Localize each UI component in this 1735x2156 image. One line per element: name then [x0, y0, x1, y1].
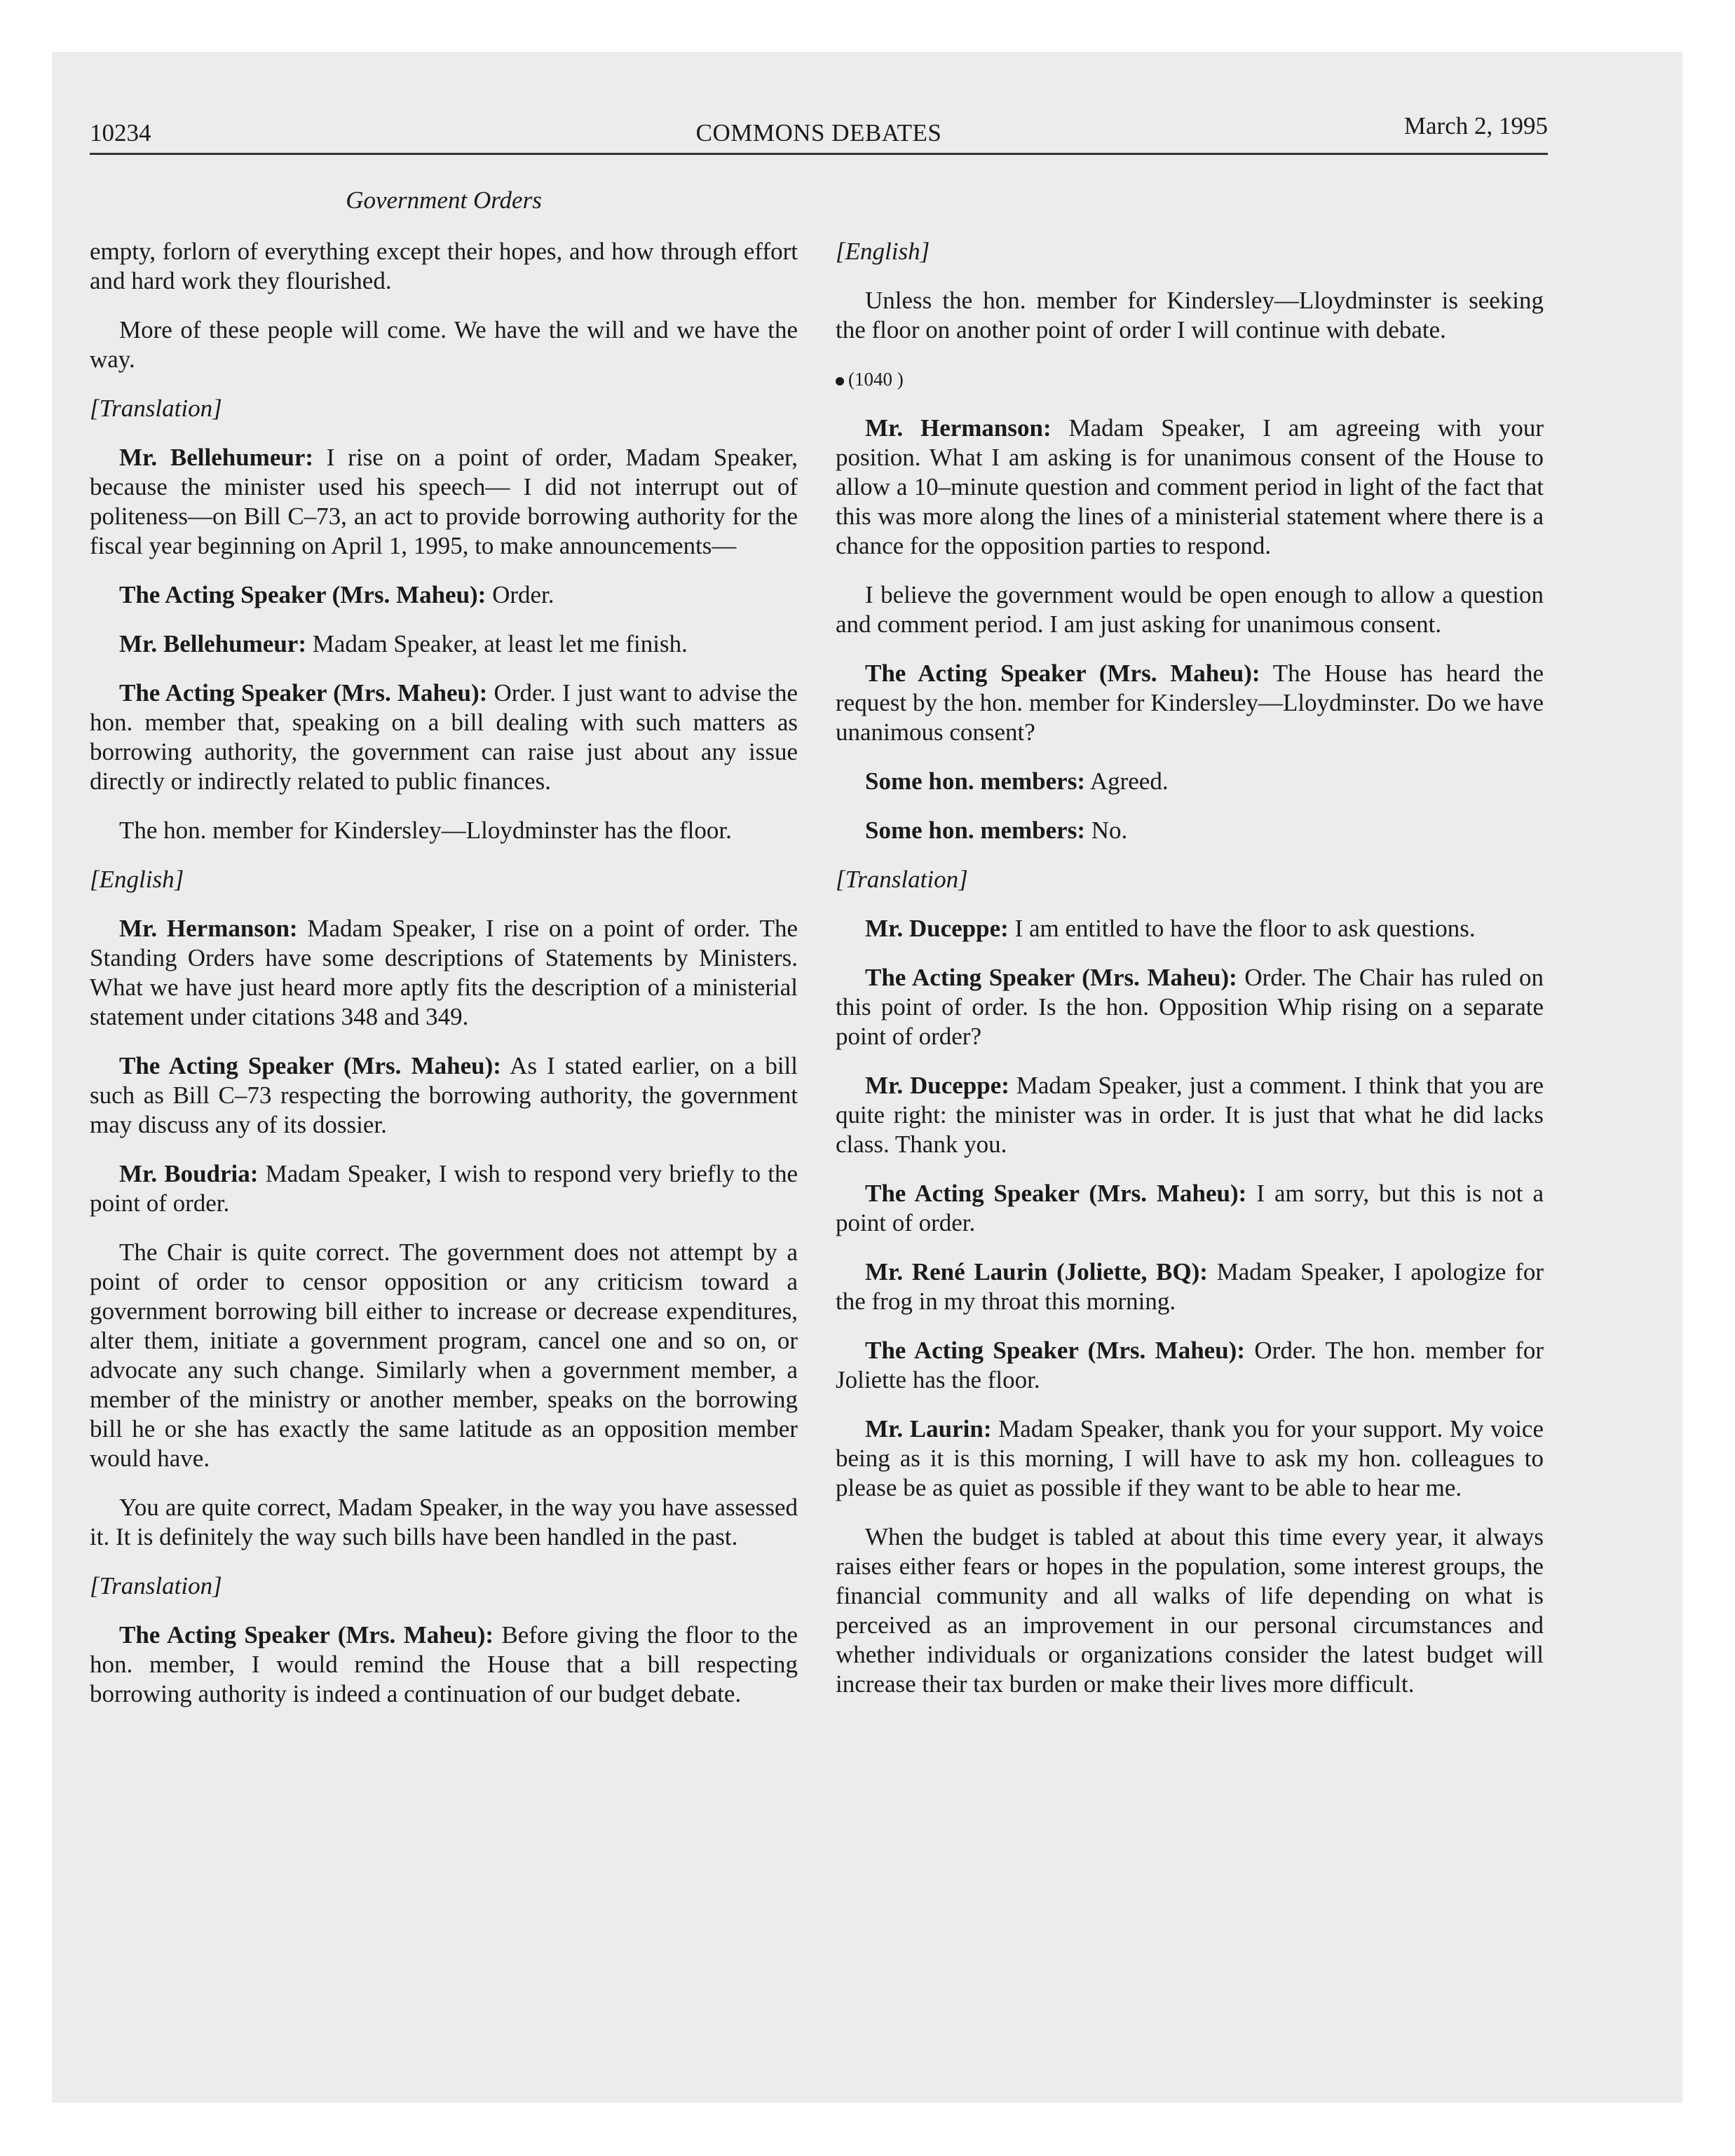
speech-text: Agreed. [1085, 767, 1169, 795]
body-paragraph: The Chair is quite correct. The government does not attempt by a point of order to censor opposition or any criticism toward a government borrowing bill either to increase or decrease expenditures, alter them, initiate a government program, cancel one and so on, or advocate any such change. Similarly when a government member, a member of the ministry or another member, speaks on the borrowing bill he or she has exactly the same latitude as an opposition member would have. [90, 1239, 798, 1472]
body-paragraph: More of these people will come. We have the will and we have the way. [90, 316, 798, 373]
speech-paragraph [836, 1071, 1544, 1159]
speech-text: The House has heard the request by the hon. member for Kindersley—Lloydminster. Do we have unanimous consent? [836, 660, 1544, 746]
speaker-name: Some hon. members: [865, 817, 1085, 844]
language-tag: [Translation] [90, 1572, 222, 1599]
speaker-name: The Acting Speaker (Mrs. Maheu): [865, 1337, 1245, 1364]
speech-text: Order. The Chair has ruled on this point of order. Is the hon. Opposition Whip rising on a separate point of order? [836, 964, 1544, 1050]
body-paragraph: You are quite correct, Madam Speaker, in the way you have assessed it. It is definitely the way such bills have been handled in the past. [90, 1494, 798, 1550]
speech-paragraph [90, 580, 798, 610]
language-tag: [Translation] [836, 866, 968, 893]
body-paragraph: The hon. member for Kindersley—Lloydminster has the floor. [119, 817, 732, 844]
speaker-name: Mr. Duceppe: [865, 915, 1009, 942]
body-paragraph: empty, forlorn of everything except their hopes, and how through effort and hard work they flourished. [90, 238, 798, 294]
speaker-name: Mr. Laurin: [865, 1415, 992, 1442]
time-marker-text: (1040 ) [848, 369, 904, 390]
speaker-name: The Acting Speaker (Mrs. Maheu): [119, 1621, 494, 1649]
speaker-name: Mr. Boudria: [119, 1160, 259, 1187]
speaker-name: Mr. Bellehumeur: [119, 630, 306, 657]
speech-paragraph [90, 1051, 798, 1140]
speech-paragraph [836, 1336, 1544, 1395]
speech-text: As I stated earlier, on a bill such as Bill C–73 respecting the borrowing authority, the government may discuss any of its dossier. [90, 1052, 798, 1138]
speaker-name: The Acting Speaker (Mrs. Maheu): [865, 964, 1237, 991]
speech-paragraph [836, 1257, 1544, 1316]
speaker-name: The Acting Speaker (Mrs. Maheu): [119, 679, 488, 707]
page-header [90, 112, 1548, 155]
language-tag: [English] [836, 238, 930, 265]
speaker-name: Mr. René Laurin (Joliette, BQ): [865, 1258, 1208, 1285]
speech-paragraph [836, 1414, 1544, 1503]
speech-text: Madam Speaker, I rise on a point of order. The Standing Orders have some descriptions of Statements by Ministers. What we have just heard more aptly fits the description of a ministerial statement under citations 348 and 349. [90, 915, 798, 1030]
speaker-name: Some hon. members: [865, 767, 1085, 795]
section-title: Government Orders [346, 186, 542, 214]
speech-text: I am sorry, but this is not a point of order. [836, 1180, 1544, 1236]
speech-text: Madam Speaker, thank you for your support. My voice being as it is this morning, I will have to ask my hon. colleagues to please be as quiet as possible if they want to be able to hear me. [836, 1415, 1544, 1501]
speech-paragraph [836, 1179, 1544, 1238]
speech-paragraph [90, 443, 798, 561]
speech-paragraph [836, 659, 1544, 747]
speaker-name: The Acting Speaker (Mrs. Maheu): [865, 660, 1260, 687]
speech-text: No. [1085, 817, 1128, 844]
speech-text: Before giving the floor to the hon. member, I would remind the House that a bill respecting borrowing authority is indeed a continuation of our budget debate. [90, 1621, 798, 1707]
bullet-icon [836, 377, 844, 386]
speech-text: I am entitled to have the floor to ask questions. [1008, 915, 1476, 942]
speaker-name: The Acting Speaker (Mrs. Maheu): [119, 1052, 501, 1079]
speech-text: Order. I just want to advise the hon. member that, speaking on a bill dealing with such matters as borrowing authority, the government can raise just about any issue directly or indirectly related to public finances. [90, 679, 798, 795]
speech-text: Order. [486, 581, 554, 608]
speech-paragraph [836, 767, 1544, 796]
speech-paragraph [90, 1159, 798, 1218]
language-tag: [Translation] [90, 395, 222, 422]
speech-paragraph [90, 1621, 798, 1709]
body-paragraph: When the budget is tabled at about this time every year, it always raises either fears or hopes in the population, some interest groups, the financial community and all walks of life depending on what is perceived as an improvement in our personal circumstances and whether individuals or organizations consider the latest budget will increase their tax burden or make their lives more difficult. [836, 1523, 1544, 1698]
publication-title: COMMONS DEBATES [695, 119, 942, 146]
right-column [836, 237, 1544, 1719]
page-number: 10234 [90, 119, 151, 146]
body-paragraph: Unless the hon. member for Kindersley—Lloydminster is seeking the floor on another point of order I will continue with debate. [836, 287, 1544, 343]
page-date: March 2, 1995 [1403, 112, 1548, 139]
speech-paragraph [836, 414, 1544, 561]
speech-paragraph [90, 914, 798, 1032]
speech-text: Madam Speaker, just a comment. I think that you are quite right: the minister was in order. It is just that what he did lacks class. Thank you. [836, 1072, 1544, 1158]
left-column [90, 237, 798, 1728]
speaker-name: Mr. Hermanson: [119, 915, 298, 942]
speech-paragraph [836, 816, 1544, 845]
speech-text: Madam Speaker, I apologize for the frog in my throat this morning. [836, 1258, 1544, 1315]
speaker-name: Mr. Hermanson: [865, 414, 1052, 442]
speech-text: Order. The hon. member for Joliette has the floor. [836, 1337, 1544, 1393]
speaker-name: The Acting Speaker (Mrs. Maheu): [119, 581, 487, 608]
speech-paragraph [90, 629, 798, 659]
speech-text: Madam Speaker, I wish to respond very briefly to the point of order. [90, 1160, 798, 1217]
speech-text: I rise on a point of order, Madam Speaker, because the minister used his speech— I did not interrupt out of politeness—on Bill C–73, an act to provide borrowing authority for the fiscal year beginning on April 1, 1995, to make announcements— [90, 444, 798, 559]
language-tag: [English] [90, 866, 184, 893]
speech-text: Madam Speaker, I am agreeing with your position. What I am asking is for unanimous consent of the House to allow a 10–minute question and comment period in light of the fact that this was more along the lines of a ministerial statement where there is a chance for the opposition parties to respond. [836, 414, 1544, 559]
time-marker [836, 364, 1544, 394]
speaker-name: The Acting Speaker (Mrs. Maheu): [865, 1180, 1247, 1207]
body-paragraph: I believe the government would be open enough to allow a question and comment period. I am just asking for unanimous consent. [836, 581, 1544, 638]
speaker-name: Mr. Duceppe: [865, 1072, 1009, 1099]
speech-text: Madam Speaker, at least let me finish. [306, 630, 688, 657]
speech-paragraph [90, 678, 798, 796]
speech-paragraph [836, 914, 1544, 943]
speaker-name: Mr. Bellehumeur: [119, 444, 314, 471]
speech-paragraph [836, 963, 1544, 1051]
